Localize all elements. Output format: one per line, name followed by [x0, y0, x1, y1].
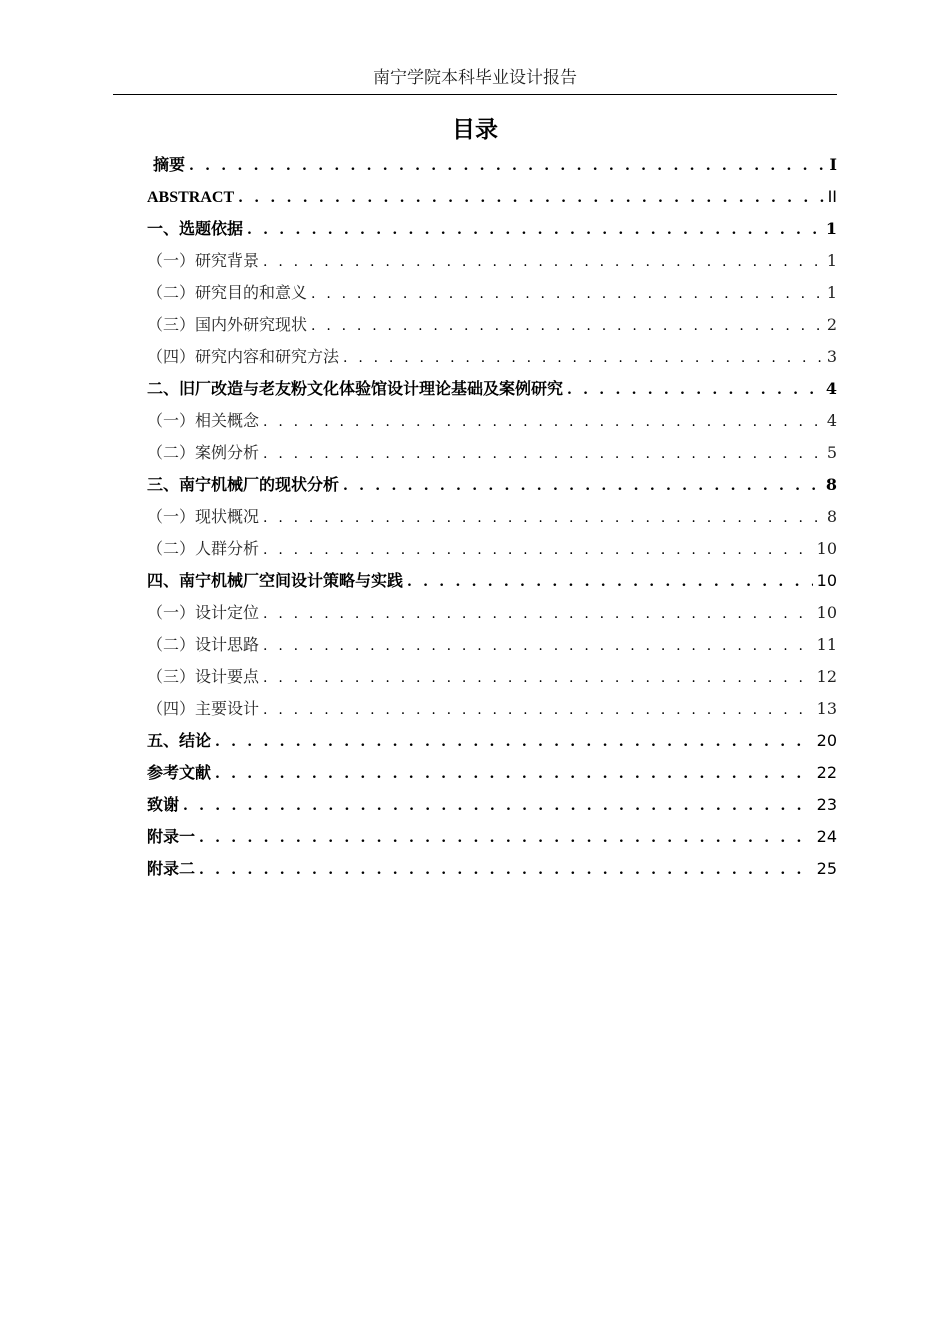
toc-entry-label: （四）主要设计	[147, 699, 260, 718]
toc-entry-1-3[interactable]	[147, 309, 837, 341]
toc-leader	[263, 246, 823, 278]
toc-entry-references[interactable]	[147, 757, 837, 789]
toc-entry-abstract-cn[interactable]	[147, 149, 837, 181]
toc-entry-page: I	[829, 155, 837, 174]
toc-entry-4-1[interactable]	[147, 597, 837, 629]
toc-leader	[215, 758, 813, 790]
toc-entry-page: 23	[816, 795, 837, 814]
toc-leader	[199, 854, 813, 886]
header-rule	[113, 94, 837, 95]
toc-entry-label: ABSTRACT	[147, 189, 235, 206]
toc-entry-page: 1	[826, 251, 837, 270]
toc-entry-label: 三、南宁机械厂的现状分析	[147, 475, 340, 494]
toc-entry-page: 8	[826, 507, 837, 526]
toc-entry-page: 10	[816, 571, 837, 590]
toc-entry-3-1[interactable]	[147, 501, 837, 533]
toc-entry-page: 22	[816, 763, 837, 782]
toc-entry-page: 5	[826, 443, 837, 462]
toc-entry-acknowledgements[interactable]	[147, 789, 837, 821]
toc-entry-chapter-1[interactable]	[147, 213, 837, 245]
toc-entry-label: 参考文献	[147, 763, 212, 782]
toc-entry-4-4[interactable]	[147, 693, 837, 725]
toc-leader	[263, 502, 823, 534]
toc-leader	[263, 598, 813, 630]
toc-entry-label: 一、选题依据	[147, 219, 244, 238]
toc-entry-page: 12	[816, 667, 837, 686]
toc-entry-page: 3	[826, 347, 837, 366]
toc-leader	[311, 278, 823, 310]
running-header: 南宁学院本科毕业设计报告	[373, 68, 577, 88]
toc-entry-page: 11	[816, 635, 837, 654]
toc-entry-label: （二）案例分析	[147, 443, 260, 462]
toc-entry-chapter-3[interactable]	[147, 469, 837, 501]
toc-entry-page: 4	[825, 379, 837, 398]
toc-entry-appendix-1[interactable]	[147, 821, 837, 853]
toc-entry-label: 致谢	[147, 795, 180, 814]
toc-entry-label: （三）国内外研究现状	[147, 315, 308, 334]
toc-leader	[247, 214, 822, 246]
toc-entry-3-2[interactable]	[147, 533, 837, 565]
toc-leader	[263, 630, 813, 662]
toc-leader	[343, 470, 822, 502]
toc-title: 目录	[452, 117, 498, 143]
toc-entry-label: （一）研究背景	[147, 251, 260, 270]
toc-leader	[407, 566, 813, 598]
toc-leader	[189, 150, 826, 182]
toc-leader	[311, 310, 823, 342]
table-of-contents	[147, 149, 837, 885]
toc-entry-2-2[interactable]	[147, 437, 837, 469]
toc-entry-label: 附录二	[147, 859, 196, 878]
toc-entry-label: （一）现状概况	[147, 507, 260, 526]
toc-entry-1-1[interactable]	[147, 245, 837, 277]
toc-entry-label: （四）研究内容和研究方法	[147, 347, 340, 366]
toc-leader	[343, 342, 823, 374]
toc-entry-label: （一）相关概念	[147, 411, 260, 430]
toc-entry-page: 2	[826, 315, 837, 334]
toc-entry-label: （二）设计思路	[147, 635, 260, 654]
toc-entry-chapter-4[interactable]	[147, 565, 837, 597]
toc-leader	[567, 374, 822, 406]
toc-entry-page: II	[827, 187, 837, 206]
toc-entry-1-2[interactable]	[147, 277, 837, 309]
toc-leader	[263, 438, 823, 470]
toc-leader	[199, 822, 813, 854]
toc-leader	[263, 534, 813, 566]
toc-leader	[238, 182, 823, 214]
toc-entry-page: 1	[826, 283, 837, 302]
toc-entry-4-3[interactable]	[147, 661, 837, 693]
toc-entry-4-2[interactable]	[147, 629, 837, 661]
toc-entry-page: 10	[816, 603, 837, 622]
toc-entry-page: 25	[816, 859, 837, 878]
toc-entry-page: 24	[816, 827, 837, 846]
toc-leader	[263, 662, 813, 694]
toc-entry-chapter-2[interactable]	[147, 373, 837, 405]
toc-entry-label: 附录一	[147, 827, 196, 846]
toc-entry-label: 摘要	[153, 155, 186, 174]
toc-entry-abstract-en[interactable]	[147, 181, 837, 213]
toc-leader	[263, 406, 823, 438]
toc-entry-2-1[interactable]	[147, 405, 837, 437]
toc-entry-label: （二）人群分析	[147, 539, 260, 558]
toc-entry-label: 四、南宁机械厂空间设计策略与实践	[147, 571, 404, 590]
toc-entry-1-4[interactable]	[147, 341, 837, 373]
toc-leader	[183, 790, 813, 822]
toc-entry-label: （三）设计要点	[147, 667, 260, 686]
toc-entry-page: 10	[816, 539, 837, 558]
toc-leader	[215, 726, 813, 758]
toc-leader	[263, 694, 813, 726]
toc-entry-appendix-2[interactable]	[147, 853, 837, 885]
toc-entry-page: 4	[826, 411, 837, 430]
toc-entry-page: 8	[825, 475, 837, 494]
toc-entry-label: （一）设计定位	[147, 603, 260, 622]
toc-entry-label: （二）研究目的和意义	[147, 283, 308, 302]
toc-entry-conclusion[interactable]	[147, 725, 837, 757]
toc-entry-label: 二、旧厂改造与老友粉文化体验馆设计理论基础及案例研究	[147, 379, 564, 398]
toc-entry-page: 1	[825, 219, 837, 238]
toc-entry-page: 13	[816, 699, 837, 718]
toc-entry-page: 20	[816, 731, 837, 750]
toc-entry-label: 五、结论	[147, 731, 212, 750]
